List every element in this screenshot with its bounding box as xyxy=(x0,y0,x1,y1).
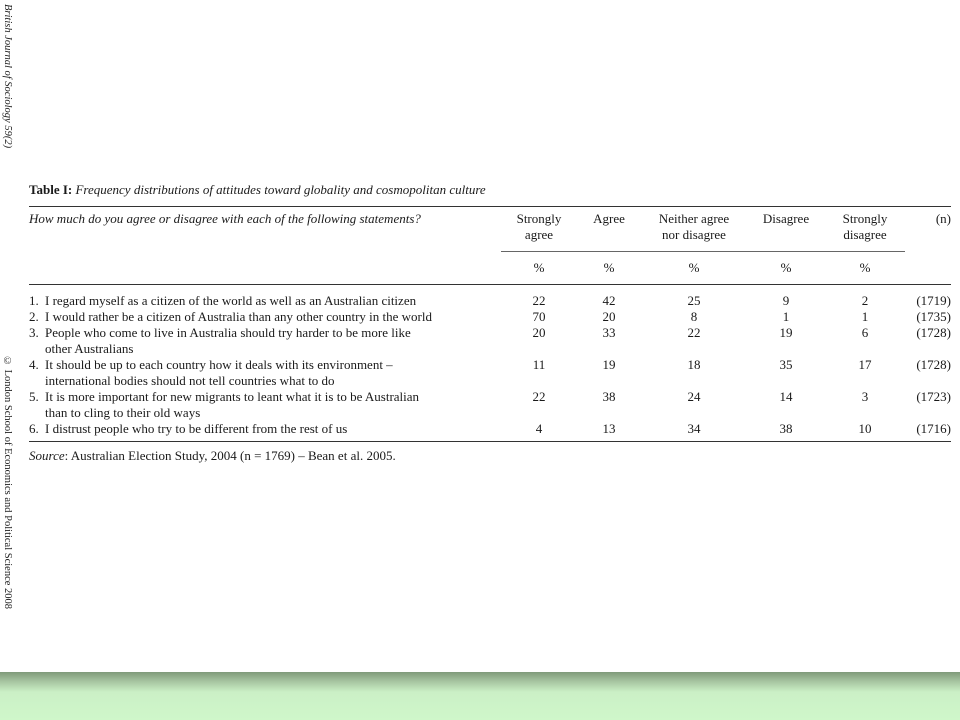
statement-text: It should be up to each country how it deals with its environment – xyxy=(45,357,393,372)
unit-cell: % xyxy=(825,252,905,285)
percent-cell: 22 xyxy=(532,389,546,404)
percent-cell: 9 xyxy=(782,293,790,308)
percent-cell: 22 xyxy=(687,325,701,340)
percent-cell: 38 xyxy=(602,389,616,404)
percent-cell: 20 xyxy=(532,325,546,340)
percent-cell: 2 xyxy=(861,293,869,308)
statement-cell xyxy=(29,389,501,421)
percent-cell: 6 xyxy=(861,325,869,340)
statement-text: I distrust people who try to be different from the rest of us xyxy=(45,421,348,436)
copyright-notice: © London School of Economics and Political Science 2008 xyxy=(2,356,13,610)
question-header: How much do you agree or disagree with each of the following statements? xyxy=(29,207,501,252)
statement-cell xyxy=(29,421,501,442)
statement-cell xyxy=(29,357,501,389)
percent-cell: 1 xyxy=(782,309,790,324)
n-cell: (1728) xyxy=(916,357,951,372)
unit-row xyxy=(29,252,951,285)
table-row xyxy=(29,389,951,421)
table-caption xyxy=(29,182,951,198)
statement-text: I would rather be a citizen of Australia than any other country in the world xyxy=(45,309,432,324)
col-strongly-disagree: Strongly disagree xyxy=(825,207,905,252)
statement-number: 6. xyxy=(29,421,39,436)
statement-text-continued: other Australians xyxy=(45,341,134,356)
table-row xyxy=(29,285,951,310)
source-label: Source xyxy=(29,448,65,463)
percent-cell: 13 xyxy=(577,421,641,442)
statement-cell xyxy=(29,325,501,357)
table-container xyxy=(29,182,951,464)
percent-cell: 4 xyxy=(501,421,577,442)
n-cell: (1735) xyxy=(916,309,951,324)
percent-cell: 19 xyxy=(602,357,616,372)
source-text: : Australian Election Study, 2004 (n = 1769) – Bean et al. 2005. xyxy=(64,448,396,463)
statement-text-continued: than to cling to their old ways xyxy=(45,405,201,420)
percent-cell: 19 xyxy=(779,325,793,340)
n-cell: (1723) xyxy=(916,389,951,404)
unit-cell: % xyxy=(577,252,641,285)
table-row xyxy=(29,325,951,357)
percent-cell: 34 xyxy=(641,421,747,442)
percent-cell: 20 xyxy=(602,309,616,324)
percent-cell: 25 xyxy=(687,293,701,308)
journal-reference: British Journal of Sociology 59(2) xyxy=(2,4,13,149)
percent-cell: 8 xyxy=(690,309,698,324)
statement-number: 3. xyxy=(29,325,39,340)
percent-cell: 38 xyxy=(747,421,825,442)
unit-cell: % xyxy=(641,252,747,285)
attitudes-table xyxy=(29,206,951,442)
percent-cell: 24 xyxy=(687,389,701,404)
source-note xyxy=(29,448,951,464)
percent-cell: 1 xyxy=(861,309,869,324)
col-disagree: Disagree xyxy=(747,207,825,252)
unit-blank xyxy=(905,252,951,285)
percent-cell: 18 xyxy=(687,357,701,372)
statement-cell xyxy=(29,285,501,310)
statement-text: It is more important for new migrants to leant what it is to be Australian xyxy=(45,389,420,404)
percent-cell: 70 xyxy=(532,309,546,324)
unit-cell: % xyxy=(747,252,825,285)
n-cell: (1716) xyxy=(905,421,951,442)
table-title: Frequency distributions of attitudes toward globality and cosmopolitan culture xyxy=(75,182,486,197)
unit-cell: % xyxy=(501,252,577,285)
percent-cell: 17 xyxy=(858,357,872,372)
col-n: (n) xyxy=(905,207,951,252)
header-row xyxy=(29,207,951,252)
footer-band xyxy=(0,672,960,720)
col-strongly-agree: Strongly agree xyxy=(501,207,577,252)
statement-number: 1. xyxy=(29,293,39,308)
statement-number: 4. xyxy=(29,357,39,372)
n-cell: (1728) xyxy=(916,325,951,340)
col-neither: Neither agree nor disagree xyxy=(641,207,747,252)
percent-cell: 35 xyxy=(779,357,793,372)
statement-cell xyxy=(29,309,501,325)
percent-cell: 42 xyxy=(602,293,616,308)
statement-text-continued: international bodies should not tell countries what to do xyxy=(45,373,335,388)
percent-cell: 22 xyxy=(532,293,546,308)
statement-text: I regard myself as a citizen of the world as well as an Australian citizen xyxy=(45,293,417,308)
percent-cell: 14 xyxy=(779,389,793,404)
table-row xyxy=(29,421,951,442)
statement-number: 2. xyxy=(29,309,39,324)
table-label: Table I: xyxy=(29,182,73,197)
table-row xyxy=(29,309,951,325)
table-row xyxy=(29,357,951,389)
unit-blank xyxy=(29,252,501,285)
percent-cell: 3 xyxy=(861,389,869,404)
percent-cell: 33 xyxy=(602,325,616,340)
col-agree: Agree xyxy=(577,207,641,252)
percent-cell: 11 xyxy=(532,357,546,372)
percent-cell: 10 xyxy=(825,421,905,442)
statement-number: 5. xyxy=(29,389,39,404)
statement-text: People who come to live in Australia should try harder to be more like xyxy=(45,325,411,340)
n-cell: (1719) xyxy=(916,293,951,308)
